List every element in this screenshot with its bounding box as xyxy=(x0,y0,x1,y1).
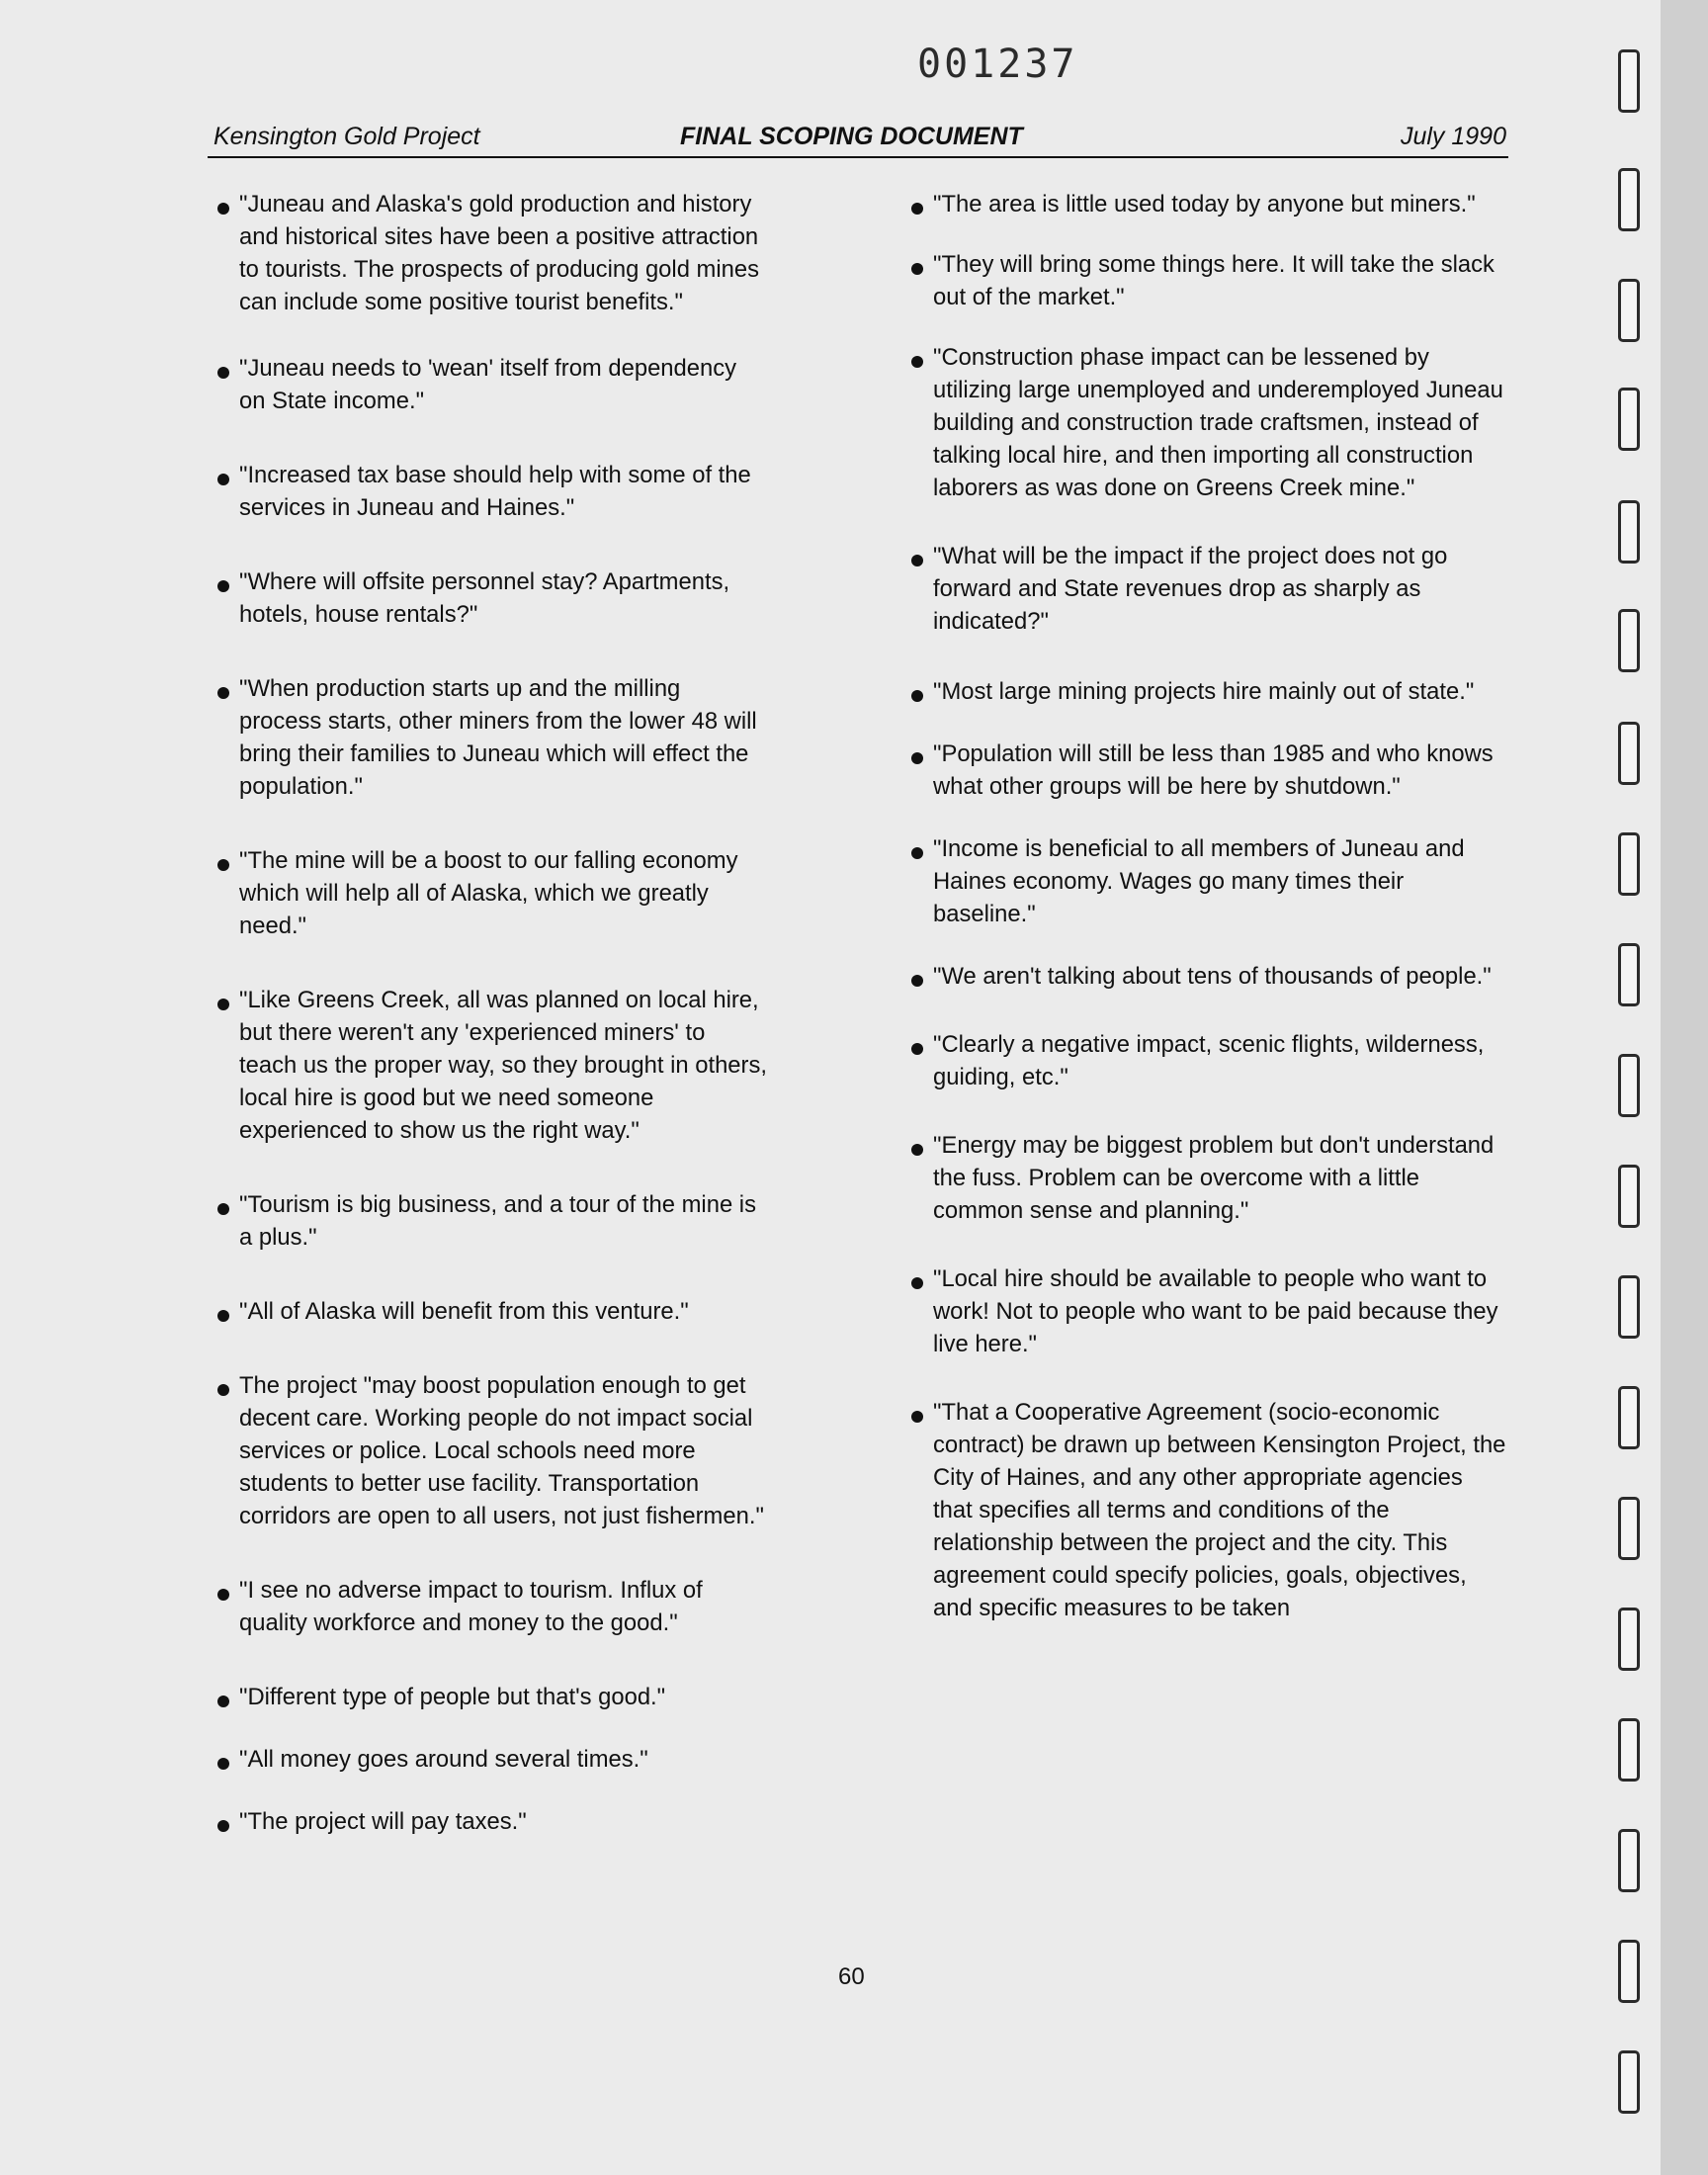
comment-item xyxy=(907,960,1506,993)
comment-item xyxy=(214,1369,767,1532)
header-project-title: Kensington Gold Project xyxy=(214,123,480,150)
comment-item xyxy=(907,1129,1506,1227)
comment-item xyxy=(907,341,1506,504)
comment-text: "The area is little used today by anyone but miners." xyxy=(933,191,1476,218)
comment-item xyxy=(214,1295,767,1328)
comment-text: "Population will still be less than 1985 and who knows what other groups will be here by shutdown." xyxy=(933,740,1494,800)
binding-ring xyxy=(1618,1054,1640,1117)
comment-item xyxy=(907,1028,1506,1093)
comment-text: The project "may boost population enough to get decent care. Working people do not impact social services or police. Local schools need more students to better use facility. Transportation corridors are open to all users, not just fishermen." xyxy=(239,1372,764,1529)
comment-item xyxy=(214,1805,767,1838)
comment-item xyxy=(907,248,1506,313)
bullet-icon xyxy=(911,203,923,215)
binding-edge xyxy=(1661,0,1708,2175)
comment-text: "That a Cooperative Agreement (socio-economic contract) be drawn up between Kensington Project, the City of Haines, and any other appropriate agencies that specifies all terms and conditions of the relationship between the project and the city. This agreement could specify policies, goals, objectives, and specific measures to be taken xyxy=(933,1399,1506,1621)
bullet-icon xyxy=(217,1758,229,1770)
bullet-icon xyxy=(911,1043,923,1055)
binding-ring xyxy=(1618,168,1640,231)
comment-text: "Increased tax base should help with some of the services in Juneau and Haines." xyxy=(239,462,751,521)
comment-text: "What will be the impact if the project does not go forward and State revenues drop as sharply as indicated?" xyxy=(933,543,1448,635)
bullet-icon xyxy=(217,1589,229,1601)
page-number: 60 xyxy=(838,1963,865,1990)
bullet-icon xyxy=(217,859,229,871)
comment-text: "Local hire should be available to people who want to work! Not to people who want to be paid because they live here." xyxy=(933,1265,1498,1357)
page-header xyxy=(214,123,1506,156)
comment-item xyxy=(907,675,1506,708)
binding-ring xyxy=(1618,49,1640,113)
comment-item xyxy=(214,1188,767,1254)
bullet-icon xyxy=(217,1203,229,1215)
bullet-icon xyxy=(911,752,923,764)
bullet-icon xyxy=(217,580,229,592)
comment-text: "All money goes around several times." xyxy=(239,1746,648,1773)
binding-ring xyxy=(1618,279,1640,342)
comment-text: "We aren't talking about tens of thousands of people." xyxy=(933,963,1492,990)
comment-text: "The project will pay taxes." xyxy=(239,1808,527,1835)
binding-ring xyxy=(1618,1497,1640,1560)
bullet-icon xyxy=(217,687,229,699)
right-column xyxy=(907,188,1506,1624)
comment-text: "Where will offsite personnel stay? Apartments, hotels, house rentals?" xyxy=(239,568,730,628)
binding-ring xyxy=(1618,1608,1640,1671)
comment-text: "Different type of people but that's good." xyxy=(239,1684,666,1710)
bullet-icon xyxy=(217,1820,229,1832)
comment-text: "Like Greens Creek, all was planned on local hire, but there weren't any 'experienced miners' to teach us the proper way, so they brought in others, local hire is good but we need someone experienced to show us the right way." xyxy=(239,987,767,1144)
binding-ring xyxy=(1618,722,1640,785)
comment-item xyxy=(907,832,1506,930)
comment-item xyxy=(214,352,767,417)
comment-item xyxy=(214,1681,767,1713)
binding-ring xyxy=(1618,943,1640,1006)
comment-text: "The mine will be a boost to our falling economy which will help all of Alaska, which we greatly need." xyxy=(239,847,738,939)
bullet-icon xyxy=(217,367,229,379)
comment-item xyxy=(907,1262,1506,1360)
bullet-icon xyxy=(911,1277,923,1289)
comment-item xyxy=(214,984,767,1147)
comment-text: "I see no adverse impact to tourism. Influx of quality workforce and money to the good." xyxy=(239,1577,703,1636)
bullet-icon xyxy=(911,847,923,859)
comment-text: "Construction phase impact can be lessened by utilizing large unemployed and underemployed Juneau building and construction trade craftsmen, instead of talking local hire, and then importing all construction laborers as was done on Greens Creek mine." xyxy=(933,344,1503,501)
comment-text: "Tourism is big business, and a tour of the mine is a plus." xyxy=(239,1191,756,1251)
binding-ring xyxy=(1618,1165,1640,1228)
comment-item xyxy=(214,672,767,803)
bullet-icon xyxy=(911,975,923,987)
comment-text: "All of Alaska will benefit from this venture." xyxy=(239,1298,689,1325)
comment-text: "Income is beneficial to all members of Juneau and Haines economy. Wages go many times their baseline." xyxy=(933,835,1465,927)
comment-item xyxy=(907,1396,1506,1624)
comment-text: "Most large mining projects hire mainly out of state." xyxy=(933,678,1475,705)
comment-item xyxy=(214,1574,767,1639)
bullet-icon xyxy=(217,1384,229,1396)
comment-text: "They will bring some things here. It will take the slack out of the market." xyxy=(933,251,1494,310)
binding-ring xyxy=(1618,1275,1640,1339)
bullet-icon xyxy=(911,690,923,702)
document-stamp-number: 001237 xyxy=(917,42,1078,87)
left-column xyxy=(214,188,767,1838)
bullet-icon xyxy=(911,263,923,275)
comment-item xyxy=(214,566,767,631)
comment-item xyxy=(214,188,767,318)
comment-text: "Juneau needs to 'wean' itself from dependency on State income." xyxy=(239,355,737,414)
bullet-icon xyxy=(217,1696,229,1707)
bullet-icon xyxy=(217,999,229,1010)
comment-item xyxy=(214,459,767,524)
bullet-icon xyxy=(911,1411,923,1423)
binding-ring xyxy=(1618,388,1640,451)
bullet-icon xyxy=(911,356,923,368)
binding-ring xyxy=(1618,1940,1640,2003)
comment-item xyxy=(214,844,767,942)
bullet-icon xyxy=(911,555,923,566)
binding-ring xyxy=(1618,832,1640,896)
binding-ring xyxy=(1618,500,1640,564)
binding-ring xyxy=(1618,609,1640,672)
comment-text: "Energy may be biggest problem but don't understand the fuss. Problem can be overcome with a little common sense and planning." xyxy=(933,1132,1494,1224)
binding-ring xyxy=(1618,2050,1640,2114)
comment-item xyxy=(907,188,1506,220)
bullet-icon xyxy=(217,474,229,485)
comment-item xyxy=(907,738,1506,803)
binding-ring xyxy=(1618,1718,1640,1782)
bullet-icon xyxy=(911,1144,923,1156)
header-date: July 1990 xyxy=(1400,123,1506,150)
binding-ring xyxy=(1618,1386,1640,1449)
comment-item xyxy=(907,540,1506,638)
bullet-icon xyxy=(217,1310,229,1322)
comment-text: "Clearly a negative impact, scenic flights, wilderness, guiding, etc." xyxy=(933,1031,1485,1090)
comment-text: "Juneau and Alaska's gold production and history and historical sites have been a positive attraction to tourists. The prospects of producing gold mines can include some positive tourist benefits." xyxy=(239,191,760,315)
comment-item xyxy=(214,1743,767,1776)
header-document-title: FINAL SCOPING DOCUMENT xyxy=(680,123,1023,150)
comment-text: "When production starts up and the milling process starts, other miners from the lower 48 will bring their families to Juneau which will effect the population." xyxy=(239,675,757,800)
binding-ring xyxy=(1618,1829,1640,1892)
header-rule xyxy=(208,156,1508,158)
bullet-icon xyxy=(217,203,229,215)
